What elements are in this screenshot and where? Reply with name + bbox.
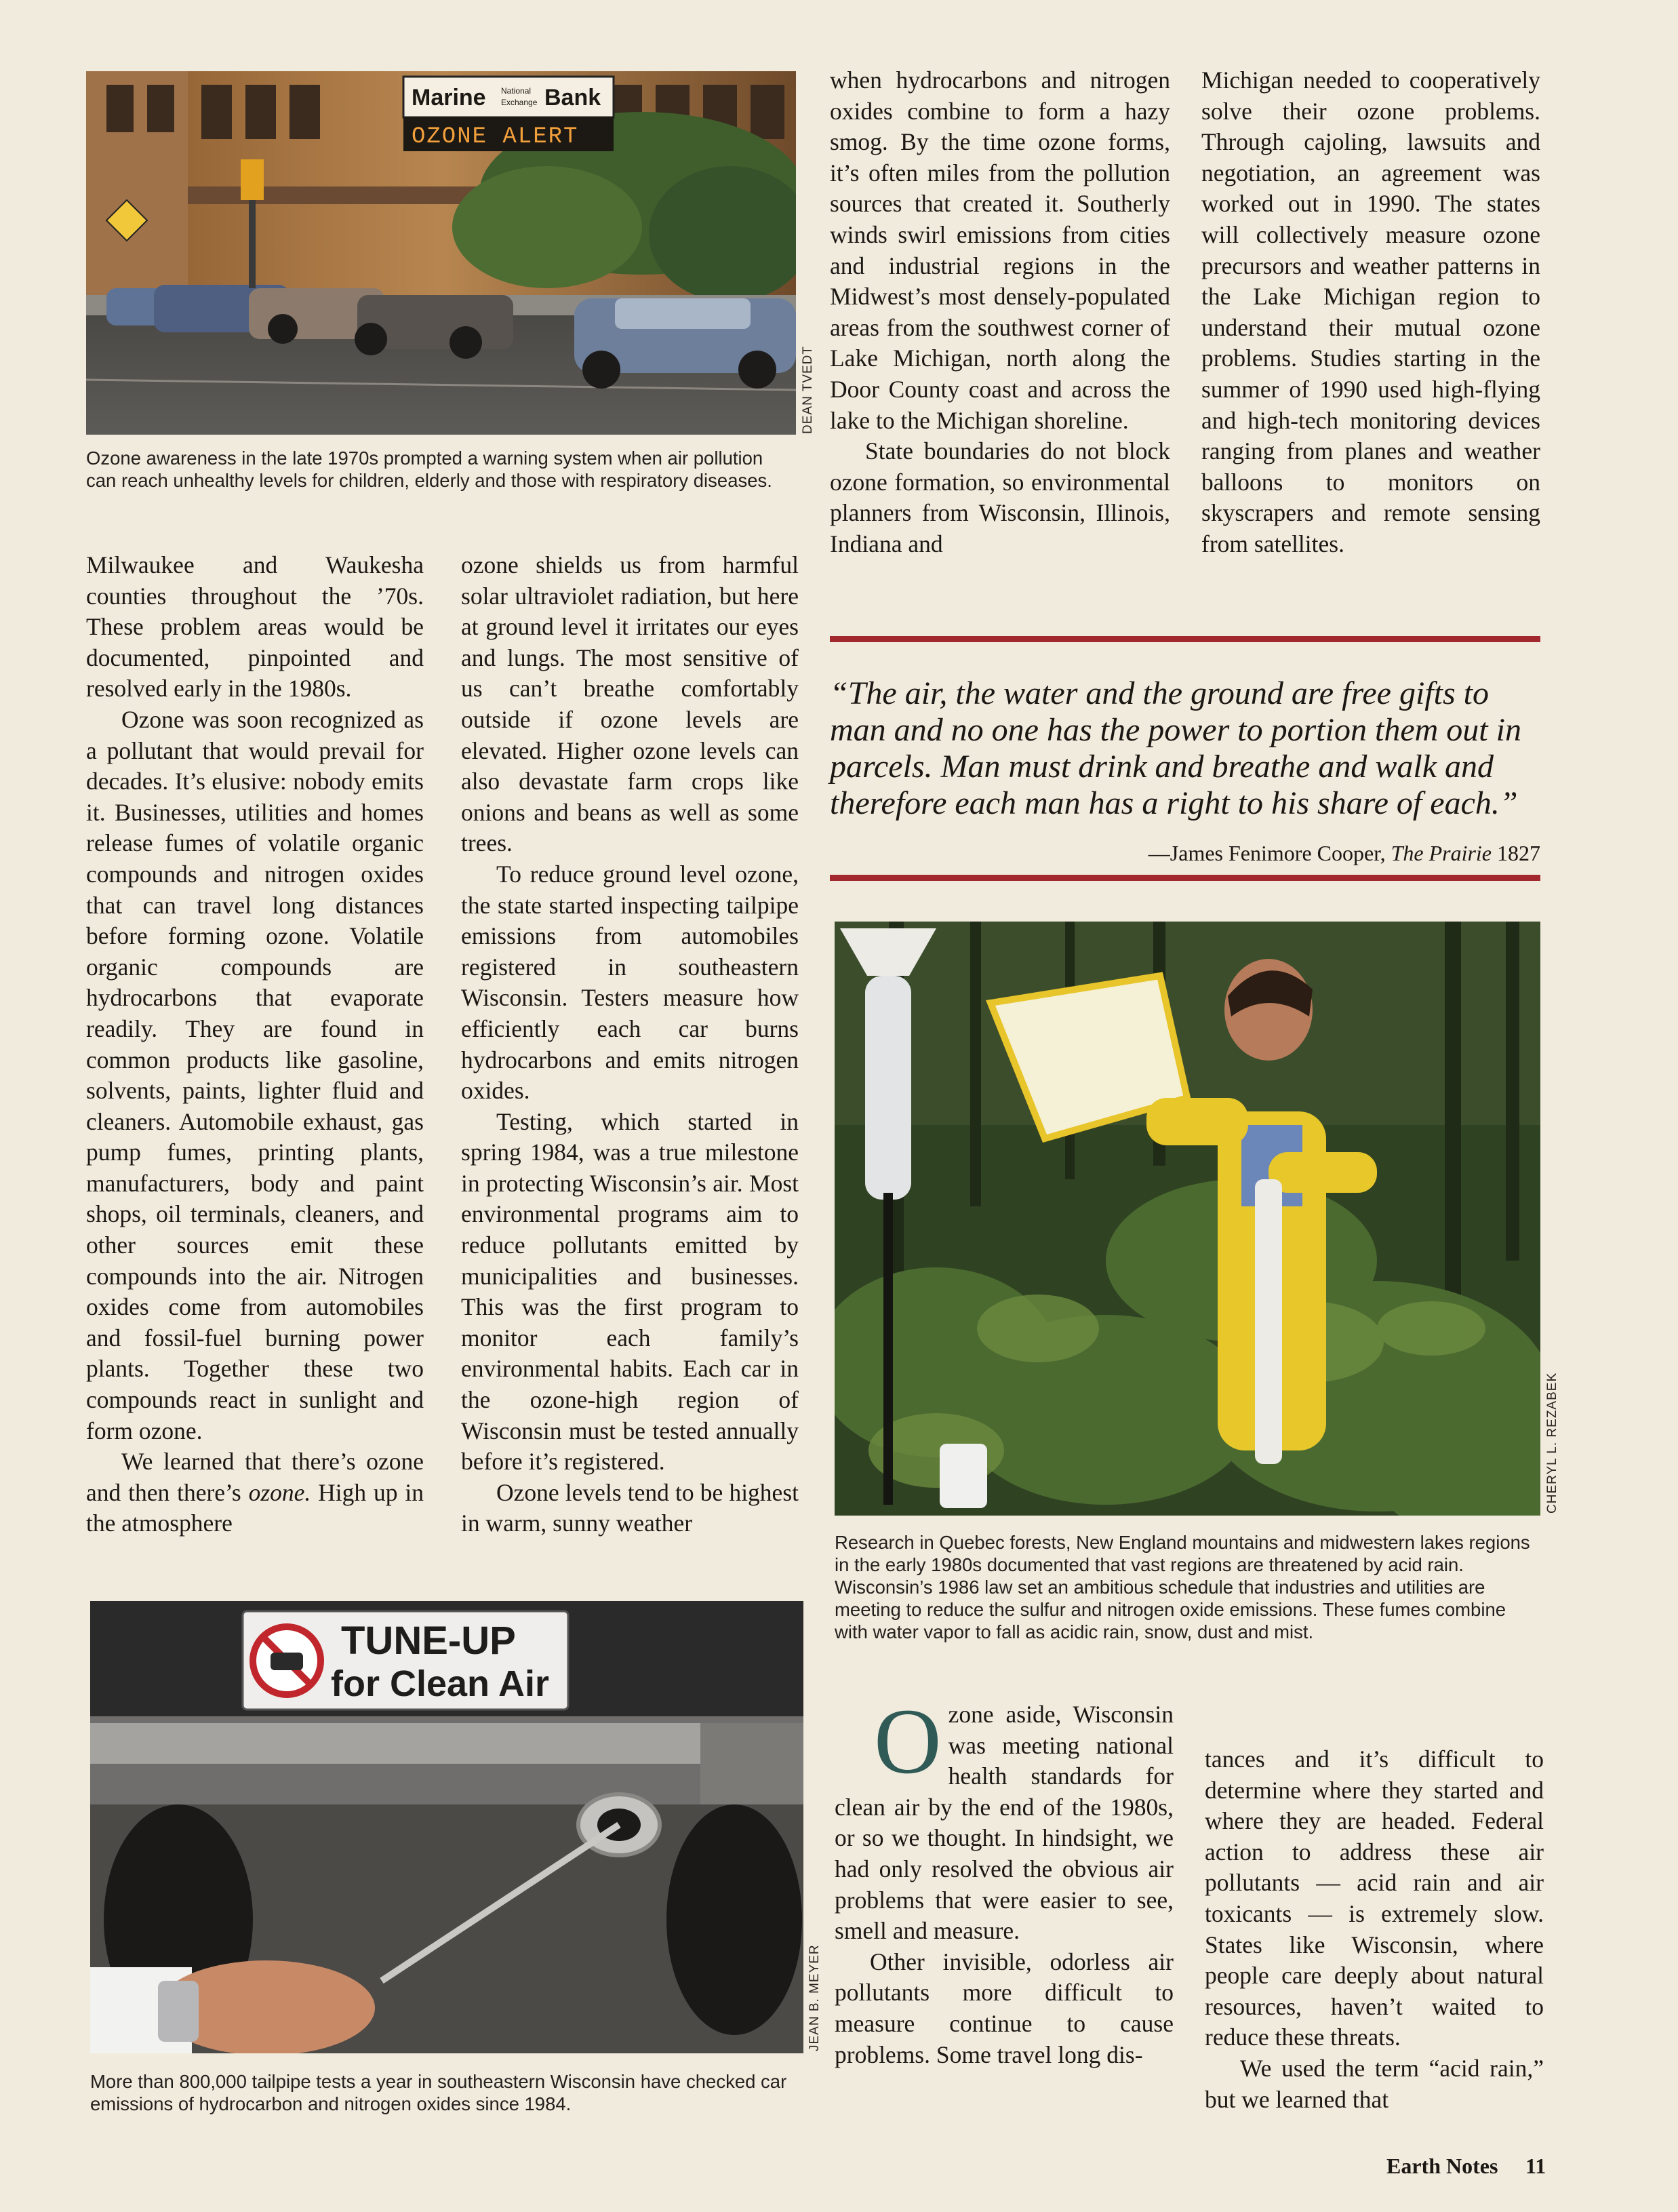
- sign-bank-word: Bank: [544, 85, 601, 111]
- photo3-caption: More than 800,000 tailpipe tests a year in southeastern Wisconsin have checked car emissions of hydrocarbon and nitrogen oxides since 1984.: [90, 2071, 787, 2114]
- sticker-line1: TUNE-UP: [341, 1619, 516, 1663]
- article-column-5: [835, 1689, 1174, 2070]
- street-scene-illustration: [86, 71, 796, 435]
- text-run: We learned that there’s ozone and then there’s: [86, 1448, 424, 1506]
- text-run: High up in the atmosphere: [86, 1478, 424, 1537]
- sign-bank-small2: Exchange: [501, 98, 538, 107]
- photo1-credit: DEAN TVEDT: [801, 345, 815, 434]
- paragraph: Michigan needed to cooperatively solve their ozone problems. Through cajoling, lawsuits and negotiation, an agreement was worked out in 1990. The states will collectively measure ozone precursors and weather patterns in the Lake Michigan region to understand their mutual ozone problems. Studies starting in the summer of 1990 used high-flying and high-tech monitoring devices ranging from planes and weather balloons to monitors on skyscrapers and remote sensing from satellites.: [1201, 66, 1540, 557]
- footer-section-name: Earth Notes: [1386, 2154, 1498, 2178]
- paragraph: Ozone was soon recognized as a pollutant that would prevail for decades. It’s elusive: nobody emits it. Businesses, utilities and homes release fumes of volatile organic compounds and nitrogen oxides that can travel long distances before forming ozone. Volatile organic compounds are hydrocarbons that evaporate readily. They are found in common products like gasoline, solvents, paints, lighter fluid and cleaners. Automobile exhaust, gas pump fumes, printing plants, manufacturers, body and paint shops, oil terminals, cleaners, and other sources emit these compounds into the air. Nitrogen oxides come from automobiles and fossil-fuel burning power plants. Together these two compounds react in sunlight and form ozone.: [86, 705, 424, 1444]
- paragraph: Other invisible, odorless air pollutants more difficult to measure continue to cause problems. Some travel long dis-: [835, 1948, 1174, 2068]
- attribution-work: The Prairie: [1391, 841, 1492, 865]
- photo3-credit: JEAN B. MEYER: [807, 1944, 822, 2051]
- paragraph: when hydrocarbons and nitrogen oxides combine to form a hazy smog. By the time ozone forms, it’s often miles from the pollution sources that created it. Southerly winds swirl emissions from cities and industrial regions in the Midwest’s most densely-populated areas from the southwest corner of Lake Michigan, north along the Door County coast and across the lake to the Michigan shoreline.: [830, 66, 1170, 434]
- sign-bank-small1: National: [501, 86, 532, 96]
- photo2-credit: CHERYL L. REZABEK: [1545, 1372, 1559, 1514]
- article-column-3: [830, 65, 1170, 560]
- paragraph: ozone shields us from harmful solar ultraviolet radiation, but here at ground level it irritates our eyes and lungs. The most sensitive of us can’t breathe comfortably outside if ozone levels are elevated. Higher ozone levels can also devastate farm crops like onions and beans as well as some trees.: [461, 551, 799, 857]
- article-column-2: [461, 550, 799, 1539]
- attribution-name: —James Fenimore Cooper,: [1148, 841, 1391, 865]
- photo2-caption: Research in Quebec forests, New England mountains and midwestern lakes regions in the early 1980s documented that vast regions are threatened by acid rain. Wisconsin’s 1986 law set an ambitious schedule that industries and utilities are meeting to reduce the sulfur and nitrogen oxide emissions. These fumes combine with water vapor to fall as acidic rain, snow, dust and mist.: [835, 1532, 1530, 1642]
- photo1-caption: Ozone awareness in the late 1970s prompted a warning system when air pollution can reach unhealthy levels for children, elderly and those with respiratory diseases.: [86, 448, 772, 491]
- tailpipe-scene-illustration: [90, 1601, 803, 2053]
- sign-ozone-alert: OZONE ALERT: [412, 124, 579, 150]
- paragraph: tances and it’s difficult to determine where they started and where they are headed. Federal action to address these air pollutants — acid rain and air toxicants — is extremely slow. States like Wisconsin, where people care deeply about natural resources, haven’t waited to reduce these threats.: [1205, 1745, 1544, 2051]
- paragraph: Ozone levels tend to be highest in warm, sunny weather: [461, 1478, 799, 1537]
- sign-bank-name: Marine: [412, 85, 486, 111]
- paragraph: [86, 1446, 424, 1539]
- emphasis-ozone: ozone.: [248, 1478, 311, 1506]
- photo-forest-researcher: [835, 922, 1540, 1516]
- sticker-line2: for Clean Air: [331, 1663, 550, 1704]
- text-run: zone aside, Wisconsin was meeting national health standards for clean air by the end of the 1980s, or so we thought. In hindsight, we had only resolved the obvious air problems that were easier to see, smell and measure.: [835, 1701, 1174, 1945]
- pullquote-bottom-rule: [830, 875, 1540, 881]
- article-column-1: [86, 550, 424, 1539]
- dropcap-letter: O: [874, 1689, 942, 1793]
- photo-ozone-alert-street: [86, 71, 796, 435]
- forest-scene-illustration: [835, 922, 1540, 1516]
- paragraph: We used the term “acid rain,” but we learned that: [1205, 2054, 1544, 2113]
- attribution-year: 1827: [1492, 841, 1540, 865]
- article-column-4: [1201, 65, 1540, 560]
- paragraph: State boundaries do not block ozone formation, so environmental planners from Wisconsin, Illinois, Indiana and: [830, 437, 1170, 557]
- pullquote-text: “The air, the water and the ground are free gifts to man and no one has the power to portion them out in parcels. Man must drink and breathe and walk and therefore each man has a right to his share of each.”: [830, 675, 1521, 821]
- photo-tailpipe-test: [90, 1601, 803, 2053]
- footer-page-number: 11: [1525, 2154, 1546, 2178]
- paragraph: To reduce ground level ozone, the state started inspecting tailpipe emissions from automobiles registered in southeastern Wisconsin. Testers measure how efficiently each car burns hydrocarbons and emits nitrogen oxides.: [461, 860, 799, 1105]
- paragraph: [835, 1689, 1174, 1947]
- paragraph: Testing, which started in spring 1984, was a true milestone in protecting Wisconsin’s air. Most environmental programs aim to reduce pollutants emitted by municipalities and businesses. This was the first program to monitor each family’s environmental habits. Each car in the ozone-high region of Wisconsin must be tested annually before it’s registered.: [461, 1107, 799, 1476]
- article-column-6: [1205, 1744, 1544, 2115]
- pullquote-top-rule: [830, 636, 1540, 642]
- paragraph: Milwaukee and Waukesha counties throughout the ’70s. These problem areas would be documented, pinpointed and resolved early in the 1980s.: [86, 551, 424, 703]
- pullquote-attribution: [830, 841, 1540, 866]
